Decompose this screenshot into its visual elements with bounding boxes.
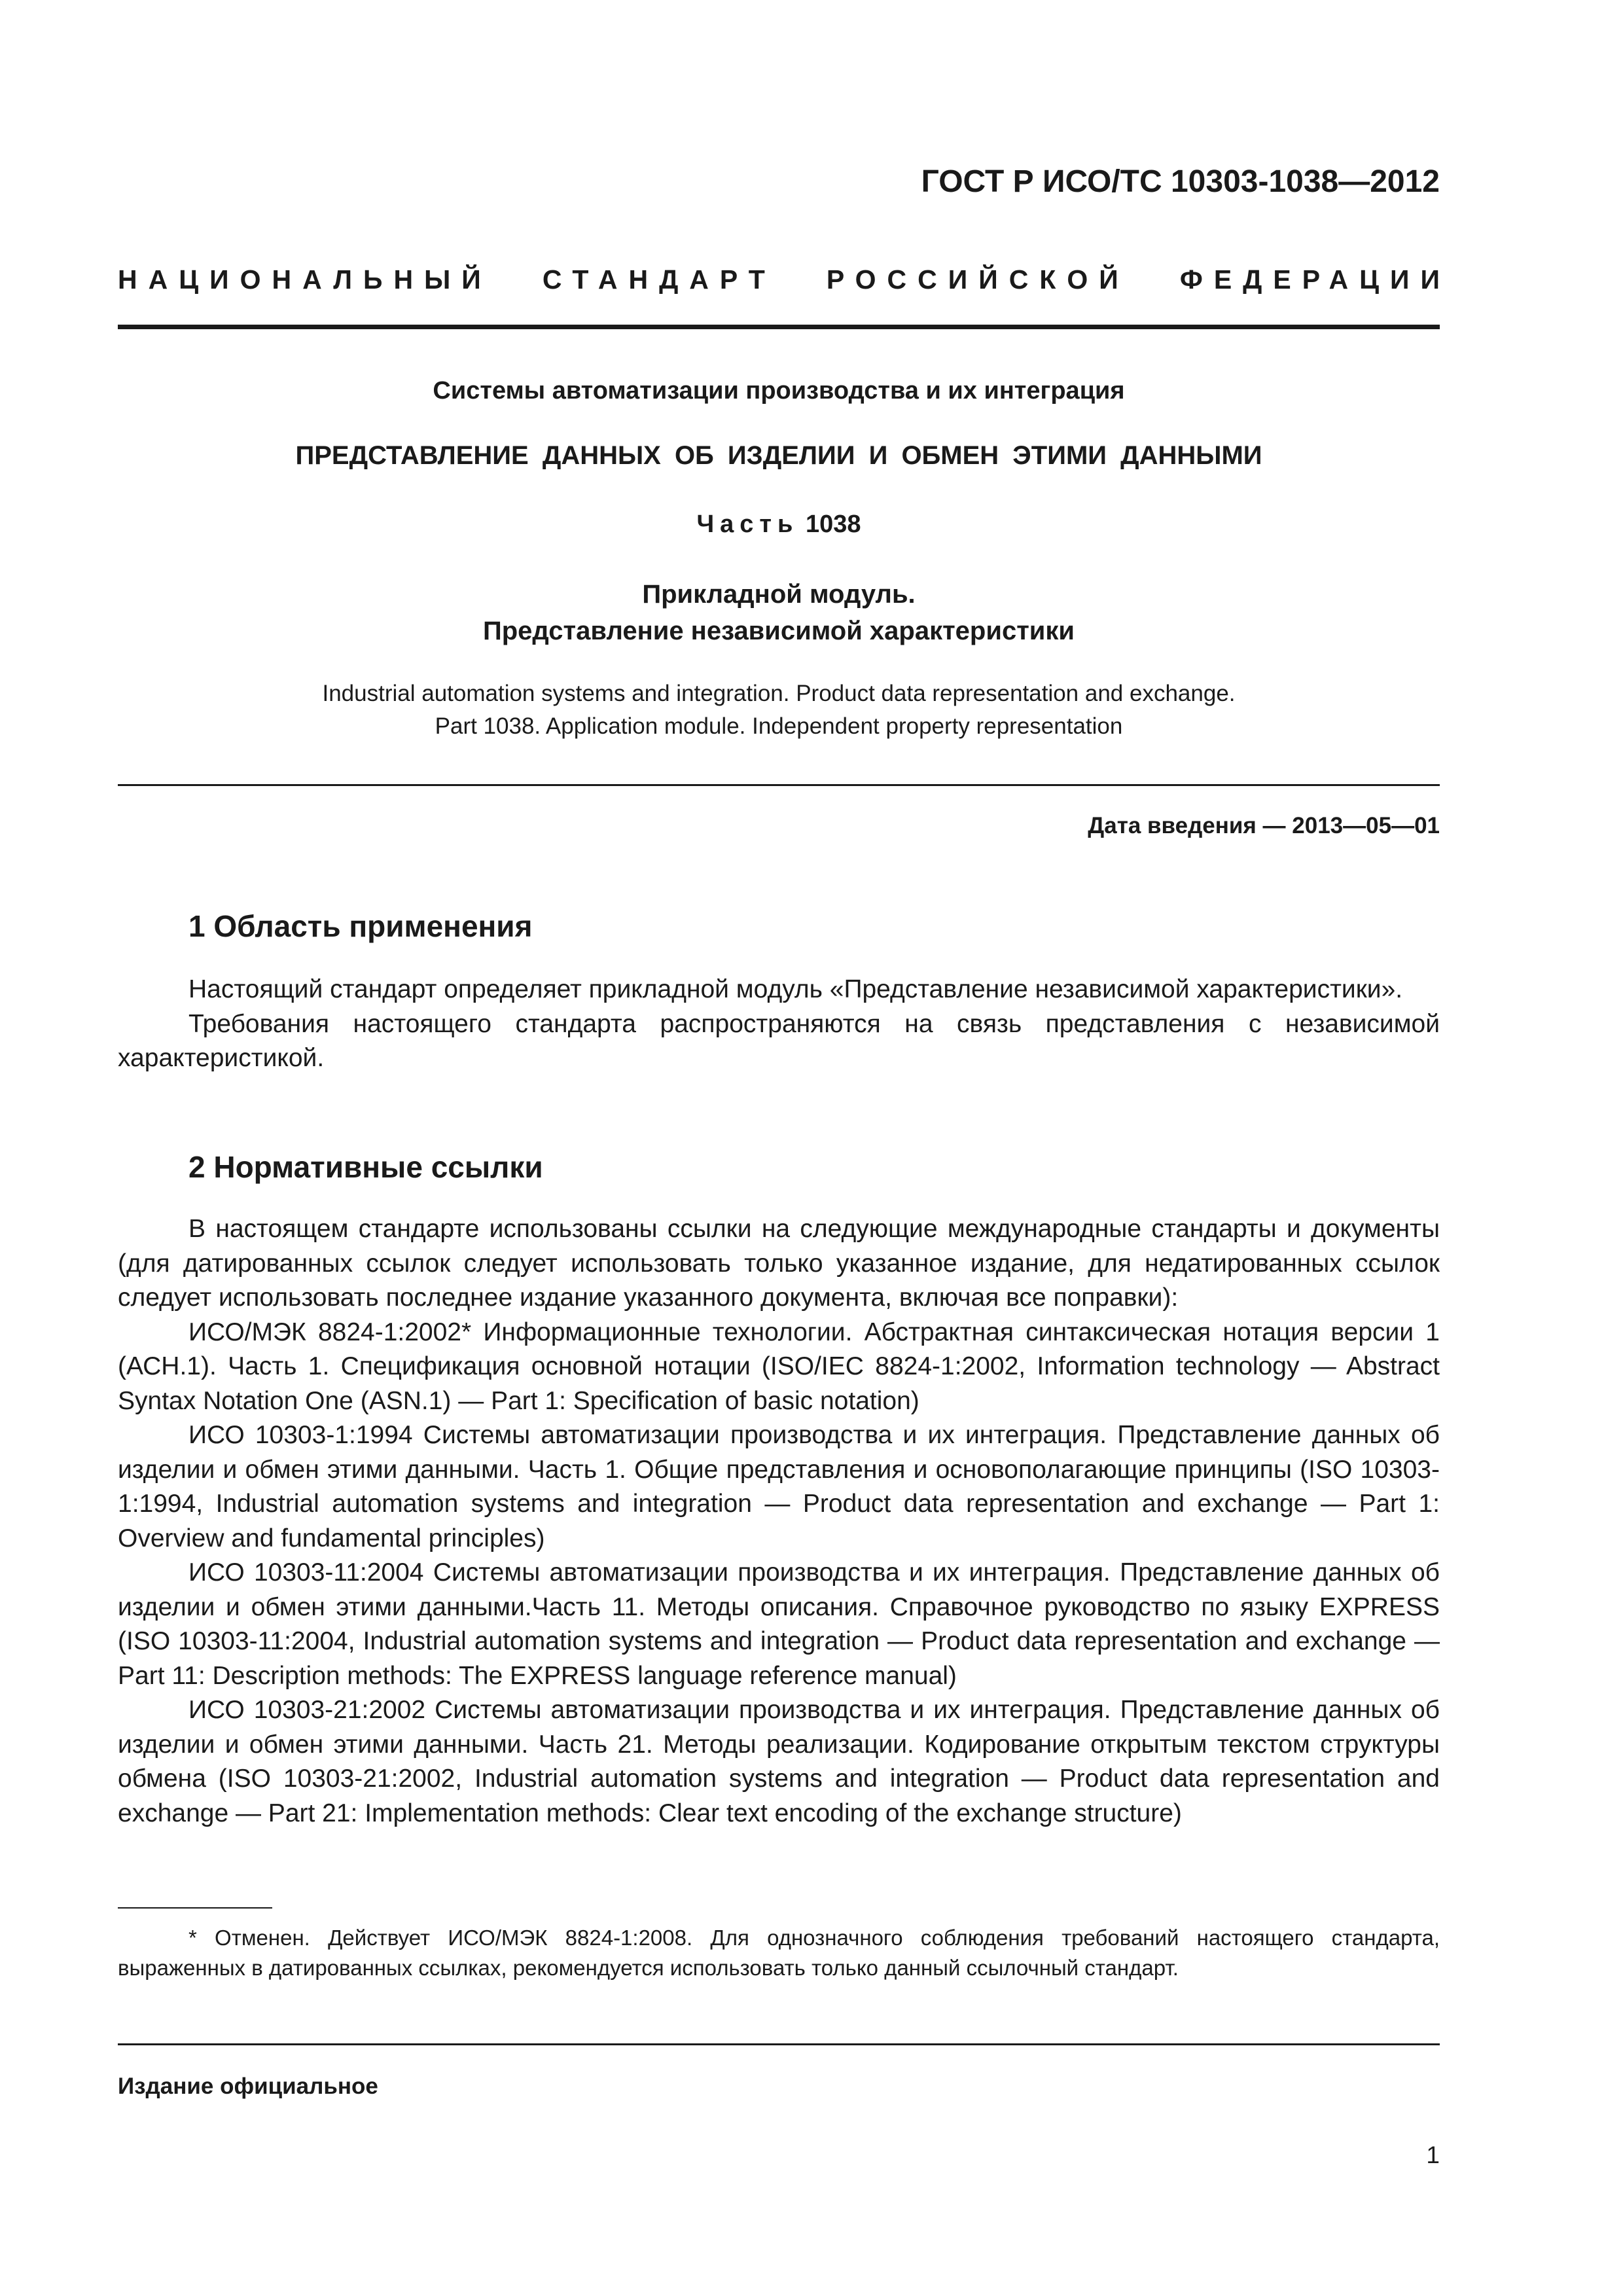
main-title: ПРЕДСТАВЛЕНИЕ ДАННЫХ ОБ ИЗДЕЛИИ И ОБМЕН ЭТИМИ ДАННЫМИ <box>295 441 1262 470</box>
english-title-line2: Part 1038. Application module. Independent property representation <box>435 713 1123 739</box>
reference-item: ИСО 10303-21:2002 Системы автоматизации производства и их интеграция. Представление данных об изделии и обмен этими данными. Часть 21. Методы реализации. Кодирование открытым текстом структуры обмена (ISO 10303-21:2002, Industrial automation systems and integration — Product data representation and exchange — Part 21: Implementation methods: Clear text encoding of the exchange structure) <box>118 1696 1440 1827</box>
scope-body <box>118 973 1440 1076</box>
paragraph: Настоящий стандарт определяет прикладной модуль «Представление независимой характеристики». <box>188 975 1403 1003</box>
series-title: Системы автоматизации производства и их интеграция <box>433 377 1125 404</box>
reference-item: ИСО/МЭК 8824-1:2002* Информационные технологии. Абстрактная синтаксическая нотация версии 1 (АСН.1). Часть 1. Спецификация основной нотации (ISO/IEC 8824-1:2002, Information technology — Abstract Syntax Notation One (ASN.1) — Part 1: Specification of basic notation) <box>118 1318 1440 1415</box>
title-divider <box>118 784 1440 786</box>
footnote <box>118 1923 1440 1983</box>
official-edition-label: Издание официальное <box>118 2073 378 2099</box>
reference-item: ИСО 10303-1:1994 Системы автоматизации производства и их интеграция. Представление данных об изделии и обмен этими данными. Часть 1. Общие представления и основополагающие принципы (ISO 10303-1:1994, Industrial automation systems and integration — Product data representation and exchange — Part 1: Overview and fundamental principles) <box>118 1421 1440 1552</box>
header-divider <box>118 325 1440 329</box>
page-number: 1 <box>1426 2142 1440 2168</box>
paragraph: В настоящем стандарте использованы ссылки на следующие международные стандарты и документы (для датированных ссылок следует использовать только указанное издание, для недатированных ссылок следует использовать последнее издание указанного документа, включая все поправки): <box>118 1215 1440 1312</box>
footer-divider <box>118 2043 1440 2045</box>
part-label <box>118 511 1440 539</box>
reference-item: ИСО 10303-11:2004 Системы автоматизации производства и их интеграция. Представление данных об изделии и обмен этими данными.Часть 11. Методы описания. Справочное руководство по языку EXPRESS (ISO 10303-11:2004, Industrial automation systems and integration — Product data representation and exchange — Part 11: Description methods: The EXPRESS language reference manual) <box>118 1558 1440 1690</box>
document-page <box>118 0 1451 2296</box>
module-subtitle-line2: Представление независимой характеристики <box>483 617 1075 645</box>
module-subtitle-line1: Прикладной модуль. <box>642 580 916 609</box>
national-standard-title <box>118 264 1451 295</box>
document-code: ГОСТ Р ИСО/ТС 10303-1038—2012 <box>921 164 1440 199</box>
footnote-text: * Отменен. Действует ИСО/МЭК 8824-1:2008. Для однозначного соблюдения требований настоящего стандарта, выраженных в датированных ссылках, рекомендуется использовать только данный ссылочный стандарт. <box>118 1926 1440 1980</box>
references-body <box>118 1212 1440 1831</box>
paragraph: Требования настоящего стандарта распространяются на связь представления с независимой характеристикой. <box>118 1009 1440 1072</box>
footnote-separator <box>118 1907 272 1909</box>
english-title-line1: Industrial automation systems and integration. Product data representation and exchange. <box>322 681 1236 706</box>
national-word: РОССИЙСКОЙ <box>826 264 1130 295</box>
part-word: Часть <box>696 511 799 538</box>
national-word: НАЦИОНАЛЬНЫЙ <box>118 264 492 295</box>
introduction-date: Дата введения — 2013—05—01 <box>1088 813 1440 838</box>
national-word: СТАНДАРТ <box>542 264 776 295</box>
national-word: ФЕДЕРАЦИИ <box>1179 264 1451 295</box>
part-number: 1038 <box>805 511 861 538</box>
section-heading-scope: 1 Область применения <box>188 909 533 943</box>
section-heading-references: 2 Нормативные ссылки <box>188 1150 543 1184</box>
